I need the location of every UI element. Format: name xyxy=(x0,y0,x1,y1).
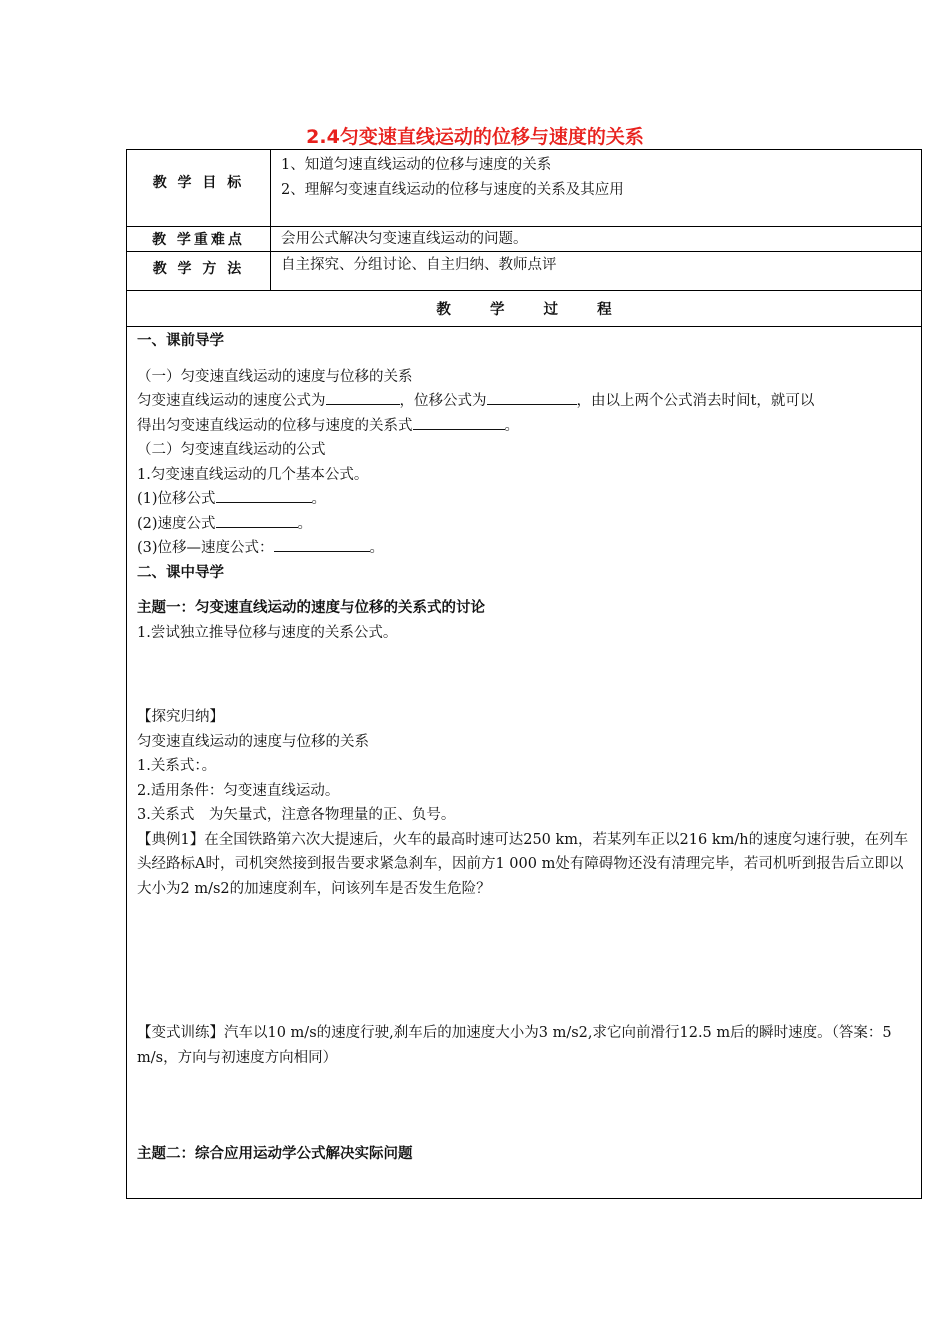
formula-line: (3)位移—速度公式： 。 xyxy=(137,536,911,561)
answer-blank[interactable] xyxy=(487,390,577,405)
subsection-heading: （一）匀变速直线运动的速度与位移的关系 xyxy=(137,368,413,385)
answer-blank[interactable] xyxy=(274,537,370,552)
paragraph: 得出匀变速直线运动的位移与速度的关系式 。 xyxy=(137,414,911,439)
topic-heading: 主题二：综合应用运动学公式解决实际问题 xyxy=(137,1146,413,1162)
paragraph: 2.适用条件：匀变速直线运动。 xyxy=(137,782,340,799)
document-title: 2.4匀变速直线运动的位移与速度的关系 xyxy=(306,126,644,148)
topic-heading: 主题一：匀变速直线运动的速度与位移的关系式的讨论 xyxy=(137,600,485,616)
method-row xyxy=(127,252,921,291)
question: 1.尝试独立推导位移与速度的关系公式。 xyxy=(137,624,398,641)
method-value: 自主探究、分组讨论、自主归纳、教师点评 xyxy=(281,257,557,273)
key-points-label: 教 学重难点 xyxy=(127,227,271,251)
section-heading: 一、课前导学 xyxy=(137,333,224,349)
key-points-value: 会用公式解决匀变速直线运动的问题。 xyxy=(281,231,528,247)
goal-item: 2、理解匀变速直线运动的位移与速度的关系及其应用 xyxy=(281,182,624,198)
answer-blank[interactable] xyxy=(216,513,298,528)
answer-blank[interactable] xyxy=(326,390,400,405)
example-problem: 【典例1】在全国铁路第六次大提速后，火车的最高时速可达250 km，若某列车正以216 km/h的速度匀速行驶，在列车头经路标A时，司机突然接到报告要求紧急刹车，因前方1 000 m处有障碍物还没有清理完毕，若司机听到报告后立即以大小为2 m/s2的加速度刹车，问该列车是否发生危险？ xyxy=(137,831,909,897)
answer-blank[interactable] xyxy=(216,488,312,503)
paragraph: 匀变速直线运动的速度公式为 ，位移公式为 ，由以上两个公式消去时间t，就可以 xyxy=(137,389,911,414)
callout-heading: 【探究归纳】 xyxy=(137,709,224,725)
method-label: 教 学 方 法 xyxy=(127,252,271,290)
goals-row xyxy=(127,150,921,227)
lesson-plan-table xyxy=(126,149,922,1199)
paragraph: 1.匀变速直线运动的几个基本公式。 xyxy=(137,466,369,483)
variant-exercise: 【变式训练】汽车以10 m/s的速度行驶,刹车后的加速度大小为3 m/s2,求它向前滑行12.5 m后的瞬时速度。（答案：5 m/s，方向与初速度方向相同） xyxy=(137,1025,892,1066)
paragraph: 1.关系式：。 xyxy=(137,758,217,774)
formula-line: (1)位移公式 。 xyxy=(137,487,911,512)
formula-line: (2)速度公式 。 xyxy=(137,512,911,537)
key-points-row xyxy=(127,227,921,252)
process-content xyxy=(127,327,921,1198)
process-header: 教 学 过 程 xyxy=(127,291,921,327)
answer-blank[interactable] xyxy=(413,415,505,430)
goals-label: 教 学 目 标 xyxy=(127,150,271,226)
paragraph: 匀变速直线运动的速度与位移的关系 xyxy=(137,733,369,750)
section-heading: 二、课中导学 xyxy=(137,564,224,581)
goals-value xyxy=(271,150,921,226)
paragraph: 3.关系式 为矢量式，注意各物理量的正、负号。 xyxy=(137,807,456,823)
goal-item: 1、知道匀速直线运动的位移与速度的关系 xyxy=(281,157,552,173)
subsection-heading: （二）匀变速直线运动的公式 xyxy=(137,442,326,458)
